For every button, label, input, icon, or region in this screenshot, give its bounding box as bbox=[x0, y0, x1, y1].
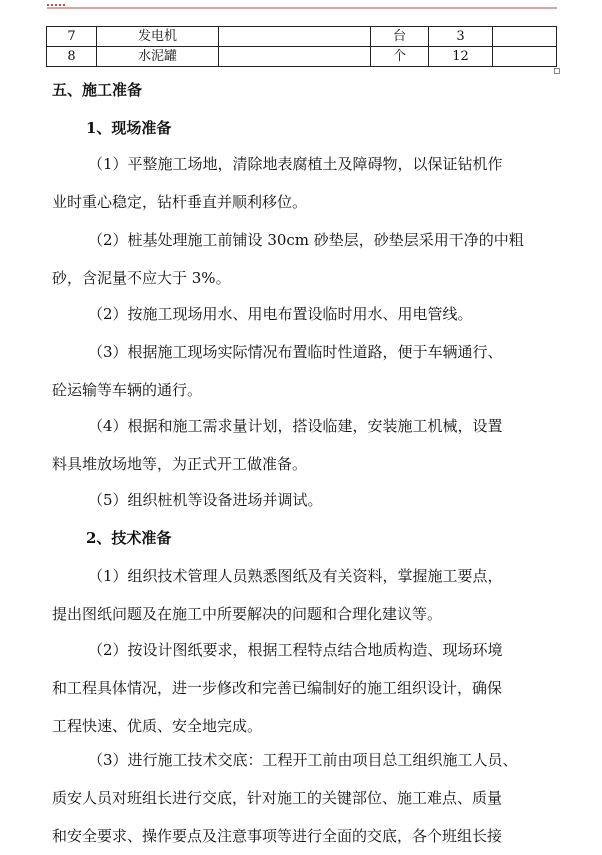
site-paragraph-1 bbox=[52, 145, 552, 221]
tech-prep-heading: 2、技术准备 bbox=[86, 529, 172, 547]
tech-paragraph-2 bbox=[52, 631, 552, 745]
tech-paragraph-1 bbox=[52, 557, 552, 633]
table-row bbox=[47, 47, 557, 67]
tech-paragraph-3 bbox=[52, 741, 552, 855]
site-paragraph-3 bbox=[52, 295, 552, 333]
spellcheck-mark bbox=[47, 0, 65, 6]
paragraph-line: 料具堆放场地等，为正式开工做准备。 bbox=[52, 455, 308, 473]
paragraph-line: （3）进行施工技术交底：工程开工前由项目总工组织施工人员、 bbox=[88, 751, 518, 769]
paragraph-line: 砂，含泥量不应大于 3%。 bbox=[52, 269, 231, 287]
equipment-qty: 12 bbox=[429, 47, 493, 67]
table-row bbox=[47, 27, 557, 47]
paragraph-line: （5）组织桩机等设备进场并调试。 bbox=[88, 491, 323, 509]
paragraph-line: 质安人员对班组长进行交底，针对施工的关键部位、施工难点、质量 bbox=[52, 789, 503, 807]
paragraph-line: （2）按设计图纸要求，根据工程特点结合地质构造、现场环境 bbox=[88, 641, 503, 659]
paragraph-line: （3）根据施工现场实际情况布置临时性道路，便于车辆通行、 bbox=[88, 343, 503, 361]
paragraph-line: （2）按施工现场用水、用电布置设临时用水、用电管线。 bbox=[88, 305, 473, 323]
paragraph-line: （1）平整施工场地，清除地表腐植土及障碍物，以保证钻机作 bbox=[88, 155, 503, 173]
row-number: 7 bbox=[47, 27, 97, 47]
site-paragraph-5 bbox=[52, 407, 552, 483]
site-prep-heading: 1、现场准备 bbox=[86, 119, 172, 137]
equipment-table bbox=[46, 26, 557, 67]
equipment-unit: 个 bbox=[371, 47, 429, 67]
row-number: 8 bbox=[47, 47, 97, 67]
equipment-spec bbox=[219, 47, 371, 67]
equipment-name: 水泥罐 bbox=[97, 47, 219, 67]
equipment-note bbox=[493, 27, 557, 47]
equipment-qty: 3 bbox=[429, 27, 493, 47]
paragraph-line: 业时重心稳定，钻杆垂直并顺利移位。 bbox=[52, 193, 308, 211]
equipment-note bbox=[493, 47, 557, 67]
section-title: 五、施工准备 bbox=[52, 81, 143, 99]
paragraph-line: （1）组织技术管理人员熟悉图纸及有关资料，掌握施工要点， bbox=[88, 567, 503, 585]
site-paragraph-4 bbox=[52, 333, 552, 409]
paragraph-line: （4）根据和施工需求量计划，搭设临建，安装施工机械，设置 bbox=[88, 417, 503, 435]
page-top-rule bbox=[47, 7, 557, 9]
table-resize-handle[interactable] bbox=[554, 68, 560, 74]
paragraph-line: 工程快速、优质、安全地完成。 bbox=[52, 717, 263, 735]
paragraph-line: 提出图纸问题及在施工中所要解决的问题和合理化建议等。 bbox=[52, 605, 443, 623]
equipment-unit: 台 bbox=[371, 27, 429, 47]
paragraph-line: 砼运输等车辆的通行。 bbox=[52, 381, 203, 399]
site-paragraph-2 bbox=[52, 221, 552, 297]
site-paragraph-6 bbox=[52, 481, 552, 519]
paragraph-line: （2）桩基处理施工前铺设 30cm 砂垫层，砂垫层采用干净的中粗 bbox=[88, 231, 524, 249]
paragraph-line: 和安全要求、操作要点及注意事项等进行全面的交底，各个班组长接 bbox=[52, 827, 503, 845]
paragraph-line: 和工程具体情况，进一步修改和完善已编制好的施工组织设计，确保 bbox=[52, 679, 503, 697]
equipment-name: 发电机 bbox=[97, 27, 219, 47]
equipment-spec bbox=[219, 27, 371, 47]
